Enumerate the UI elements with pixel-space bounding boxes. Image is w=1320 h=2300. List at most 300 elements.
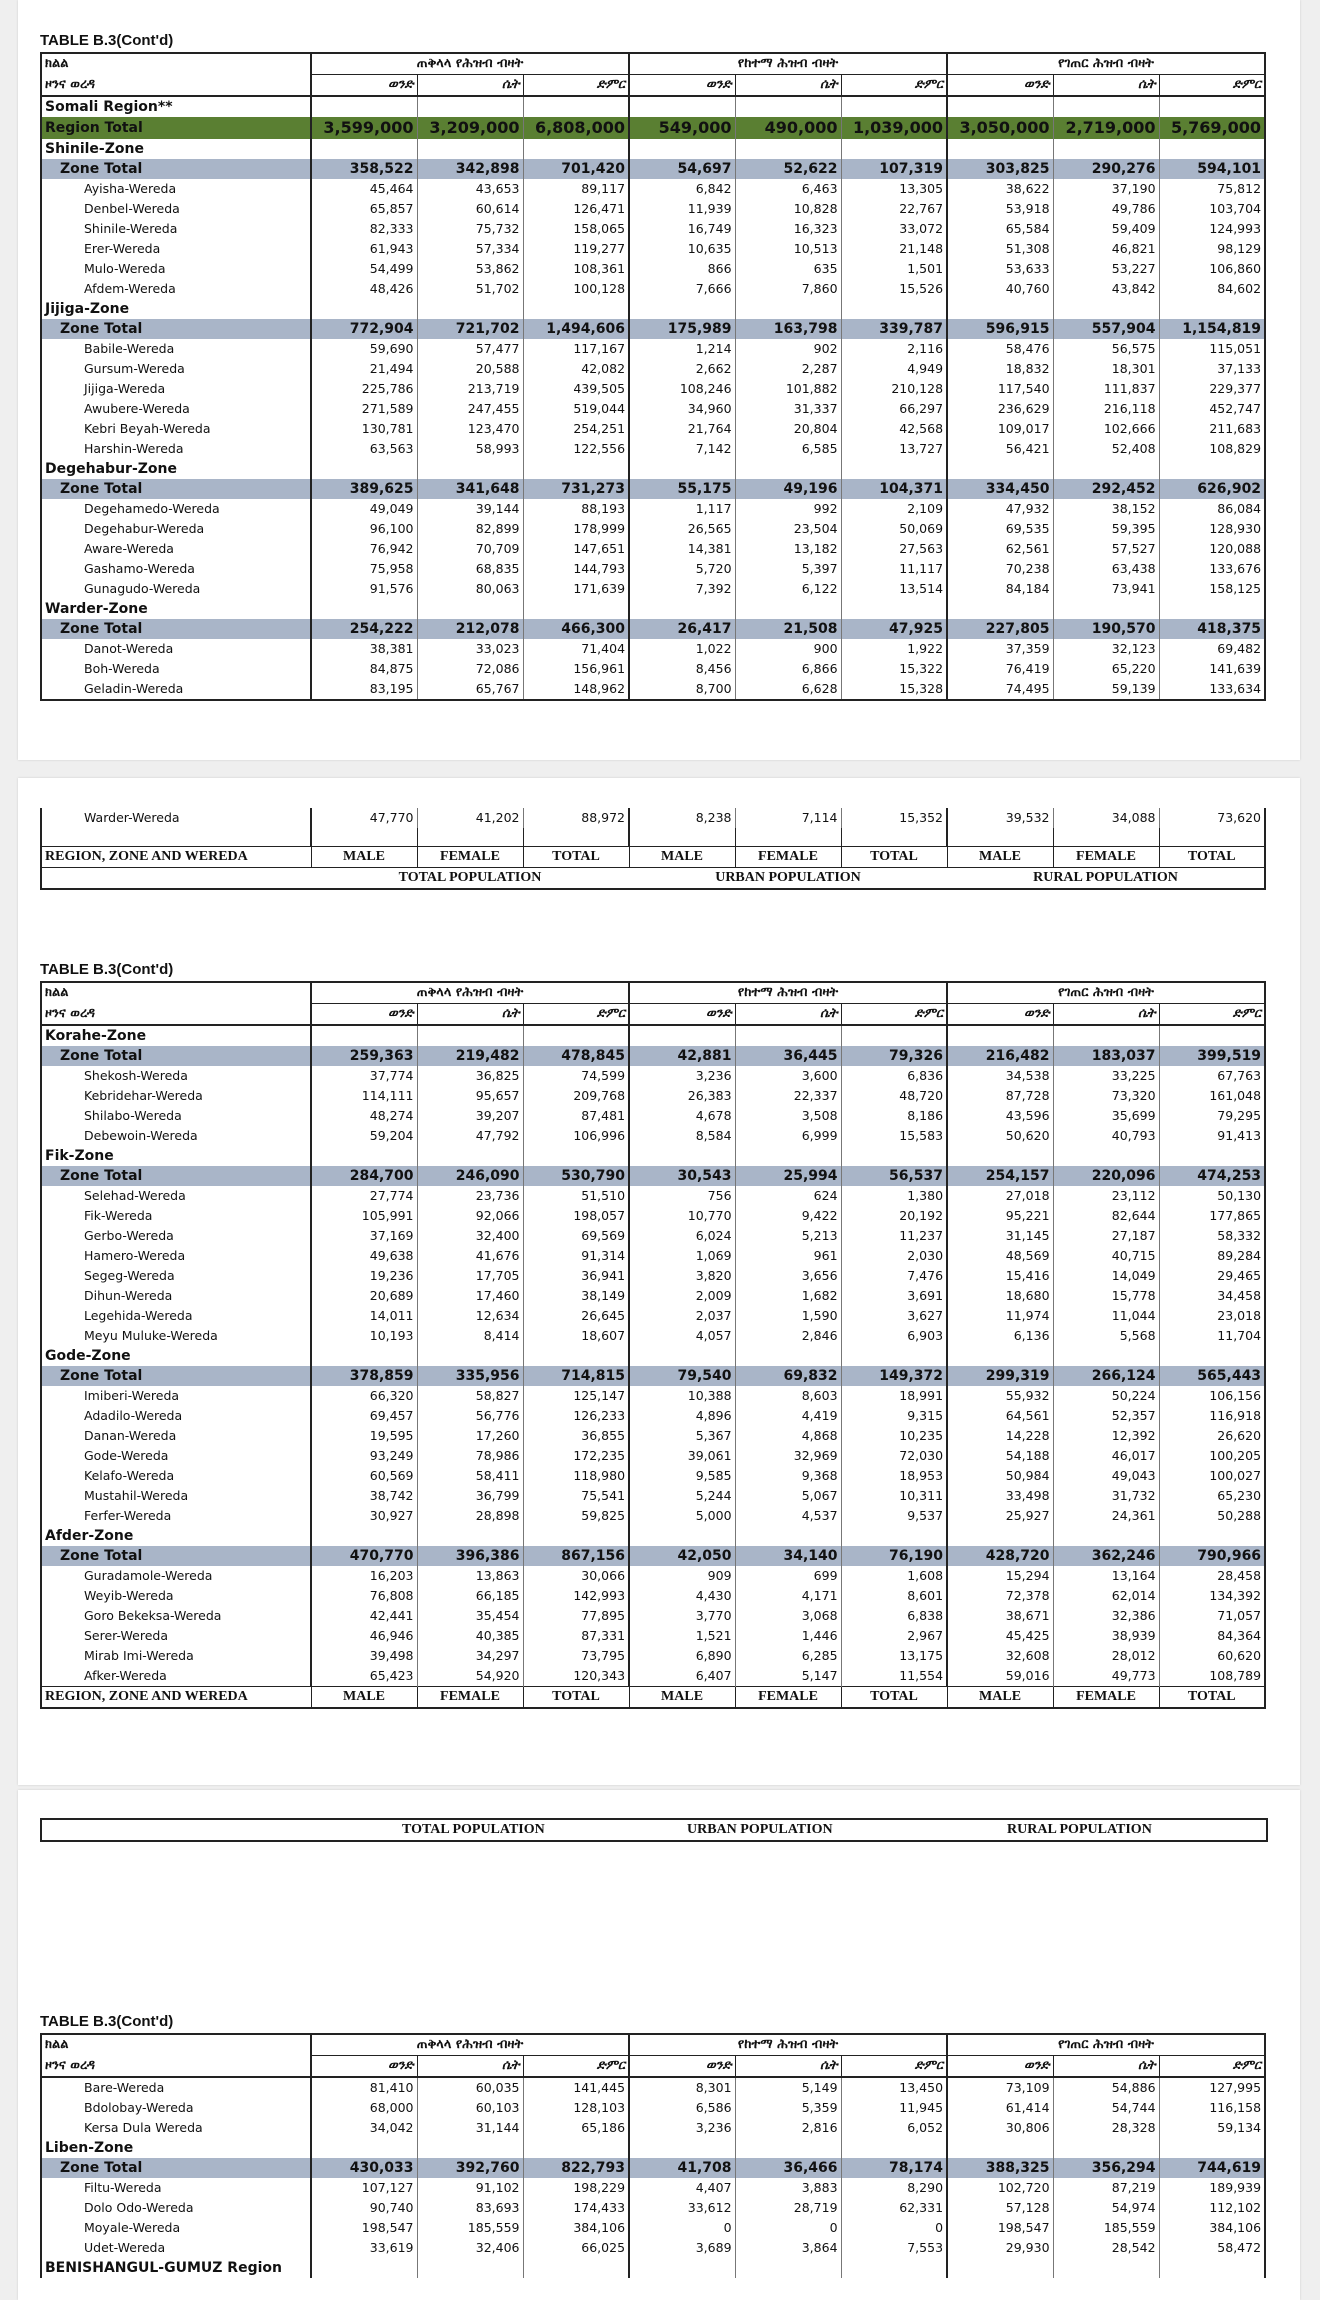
wereda-row-value: 34,538	[947, 1066, 1053, 1086]
wereda-row-value: 2,816	[735, 2118, 841, 2138]
header-zone-label: ዞንና ወረዳ	[41, 75, 311, 97]
wereda-row-value: 33,072	[841, 219, 947, 239]
wereda-row-value: 185,559	[417, 2218, 523, 2238]
wereda-row-value: 36,941	[523, 1266, 629, 1286]
footer-sub: TOTAL	[1159, 1687, 1265, 1709]
wereda-row-value: 216,118	[1053, 399, 1159, 419]
footer-sub: FEMALE	[417, 1687, 523, 1709]
empty-cell	[417, 1526, 523, 1546]
wereda-row-value: 61,943	[311, 239, 417, 259]
zone-name: Shinile-Zone	[41, 139, 311, 159]
empty-cell	[1159, 299, 1265, 319]
wereda-row-value: 6,999	[735, 1126, 841, 1146]
wereda-row-value: 177,865	[1159, 1206, 1265, 1226]
wereda-row-value: 48,274	[311, 1106, 417, 1126]
empty-cell	[735, 139, 841, 159]
wereda-row-value: 3,236	[629, 2118, 735, 2138]
wereda-row-value: 28,328	[1053, 2118, 1159, 2138]
wereda-row-value: 961	[735, 1246, 841, 1266]
header-sub: ሴት	[1053, 2056, 1159, 2078]
footer-label: REGION, ZONE AND WEREDA	[41, 1687, 311, 1709]
wereda-row-value: 57,334	[417, 239, 523, 259]
wereda-row-value: 992	[735, 499, 841, 519]
empty-cell	[841, 1146, 947, 1166]
wereda-row-value: 65,857	[311, 199, 417, 219]
empty-cell	[629, 2258, 735, 2278]
empty-cell	[841, 599, 947, 619]
region-total-row	[41, 117, 1265, 139]
wereda-row	[41, 1246, 1265, 1266]
wereda-row-value: 20,192	[841, 1206, 947, 1226]
wereda-row-label: Shekosh-Wereda	[41, 1066, 311, 1086]
header-group: የገጠር ሕዝብ ብዛት	[947, 982, 1265, 1004]
wereda-row-value: 54,920	[417, 1666, 523, 1687]
wereda-row-value: 900	[735, 639, 841, 659]
header-group: ጠቅላላ የሕዝብ ብዛት	[311, 2034, 629, 2056]
wereda-row-value: 229,377	[1159, 379, 1265, 399]
wereda-row-value: 75,812	[1159, 179, 1265, 199]
wereda-row-value: 117,540	[947, 379, 1053, 399]
wereda-row-value: 83,195	[311, 679, 417, 700]
zone-total-row-value: 290,276	[1053, 159, 1159, 179]
wereda-row-value: 73,620	[1159, 808, 1265, 828]
wereda-row-value: 8,186	[841, 1106, 947, 1126]
zone-total-row-label: Zone Total	[41, 1366, 311, 1386]
wereda-row-value: 866	[629, 259, 735, 279]
wereda-row-value: 19,595	[311, 1426, 417, 1446]
wereda-row-value: 75,541	[523, 1486, 629, 1506]
wereda-row	[41, 399, 1265, 419]
wereda-row-value: 6,052	[841, 2118, 947, 2138]
header-sub: ወንድ	[311, 75, 417, 97]
wereda-row-value: 127,995	[1159, 2077, 1265, 2098]
wereda-row-value: 117,167	[523, 339, 629, 359]
wereda-row	[41, 1266, 1265, 1286]
wereda-row-value: 5,147	[735, 1666, 841, 1687]
wereda-row-value: 56,776	[417, 1406, 523, 1426]
wereda-row-value: 23,504	[735, 519, 841, 539]
empty-cell	[311, 2258, 417, 2278]
wereda-row-value: 106,860	[1159, 259, 1265, 279]
empty-cell	[311, 299, 417, 319]
zone-total-row-value: 342,898	[417, 159, 523, 179]
wereda-row-value: 161,048	[1159, 1086, 1265, 1106]
empty-cell	[523, 2258, 629, 2278]
empty-cell	[947, 1346, 1053, 1366]
wereda-row	[41, 559, 1265, 579]
zone-total-row-value: 49,196	[735, 479, 841, 499]
wereda-row-value: 52,408	[1053, 439, 1159, 459]
zone-total-row-value: 594,101	[1159, 159, 1265, 179]
wereda-row-label: Shilabo-Wereda	[41, 1106, 311, 1126]
wereda-row-value: 68,835	[417, 559, 523, 579]
wereda-row-label: Harshin-Wereda	[41, 439, 311, 459]
wereda-row-value: 115,051	[1159, 339, 1265, 359]
wereda-row-value: 6,838	[841, 1606, 947, 1626]
wereda-row	[41, 1626, 1265, 1646]
zone-total-row-value: 41,708	[629, 2158, 735, 2178]
empty-cell	[841, 96, 947, 117]
empty-cell	[311, 1526, 417, 1546]
zone-total-row-value: 284,700	[311, 1166, 417, 1186]
wereda-row-value: 11,237	[841, 1226, 947, 1246]
wereda-row-value: 91,314	[523, 1246, 629, 1266]
wereda-row-value: 0	[841, 2218, 947, 2238]
wereda-row-value: 56,575	[1053, 339, 1159, 359]
empty-cell	[947, 1025, 1053, 1046]
wereda-row-value: 635	[735, 259, 841, 279]
region-total-row-value: 2,719,000	[1053, 117, 1159, 139]
wereda-row-value: 14,381	[629, 539, 735, 559]
zone-total-row-value: 428,720	[947, 1546, 1053, 1566]
wereda-row-value: 198,057	[523, 1206, 629, 1226]
zone-total-row	[41, 1366, 1265, 1386]
wereda-row-value: 25,927	[947, 1506, 1053, 1526]
footer-group: TOTAL POPULATION	[398, 870, 542, 885]
wereda-row-value: 88,972	[523, 808, 629, 828]
header-sub: ወንድ	[311, 1004, 417, 1026]
empty-cell	[1159, 828, 1265, 847]
wereda-row-value: 93,249	[311, 1446, 417, 1466]
wereda-row	[41, 659, 1265, 679]
header-group: የገጠር ሕዝብ ብዛት	[947, 2034, 1265, 2056]
footer-label: REGION, ZONE AND WEREDA	[41, 847, 311, 868]
empty-cell	[523, 139, 629, 159]
wereda-row-value: 51,702	[417, 279, 523, 299]
wereda-row-value: 3,691	[841, 1286, 947, 1306]
zone-total-row-value: 107,319	[841, 159, 947, 179]
empty-cell	[629, 1346, 735, 1366]
zone-total-row-value: 78,174	[841, 2158, 947, 2178]
wereda-row-value: 38,149	[523, 1286, 629, 1306]
wereda-row-value: 72,086	[417, 659, 523, 679]
wereda-row-value: 81,410	[311, 2077, 417, 2098]
wereda-row-value: 5,397	[735, 559, 841, 579]
wereda-row-value: 7,860	[735, 279, 841, 299]
zone-total-row-value: 47,925	[841, 619, 947, 639]
wereda-row-value: 102,666	[1053, 419, 1159, 439]
wereda-row-value: 114,111	[311, 1086, 417, 1106]
wereda-row-label: Bdolobay-Wereda	[41, 2098, 311, 2118]
wereda-row-value: 47,770	[311, 808, 417, 828]
zone-total-row-value: 772,904	[311, 319, 417, 339]
wereda-row-value: 123,470	[417, 419, 523, 439]
wereda-row-value: 128,103	[523, 2098, 629, 2118]
empty-cell	[1053, 459, 1159, 479]
region-total-row-value: 1,039,000	[841, 117, 947, 139]
wereda-row-value: 49,049	[311, 499, 417, 519]
wereda-row-value: 75,732	[417, 219, 523, 239]
wereda-row-value: 37,359	[947, 639, 1053, 659]
region-total-row-value: 3,209,000	[417, 117, 523, 139]
zone-total-row-value: 744,619	[1159, 2158, 1265, 2178]
wereda-row	[41, 419, 1265, 439]
header-row-1	[41, 982, 1265, 1004]
wereda-row-value: 1,022	[629, 639, 735, 659]
wereda-row-label: Guradamole-Wereda	[41, 1566, 311, 1586]
wereda-row-value: 6,628	[735, 679, 841, 700]
wereda-row	[41, 679, 1265, 700]
zone-name: BENISHANGUL-GUMUZ Region	[41, 2258, 311, 2278]
zone-total-row-value: 790,966	[1159, 1546, 1265, 1566]
wereda-row-value: 38,152	[1053, 499, 1159, 519]
zone-total-row-label: Zone Total	[41, 159, 311, 179]
wereda-row-value: 53,633	[947, 259, 1053, 279]
wereda-row-value: 29,930	[947, 2238, 1053, 2258]
wereda-row-value: 28,012	[1053, 1646, 1159, 1666]
wereda-row-value: 133,634	[1159, 679, 1265, 700]
zone-heading	[41, 2138, 1265, 2158]
wereda-row-value: 73,795	[523, 1646, 629, 1666]
wereda-row-value: 69,457	[311, 1406, 417, 1426]
footer-sub: MALE	[311, 847, 417, 868]
header-sub: ሴት	[1053, 1004, 1159, 1026]
header-sub: ድምር	[1159, 75, 1265, 97]
wereda-row-value: 1,214	[629, 339, 735, 359]
wereda-row-value: 22,337	[735, 1086, 841, 1106]
wereda-row-value: 36,825	[417, 1066, 523, 1086]
footer-sub: MALE	[629, 847, 735, 868]
footer-sub: TOTAL	[841, 847, 947, 868]
wereda-row-value: 148,962	[523, 679, 629, 700]
wereda-row-value: 174,433	[523, 2198, 629, 2218]
wereda-row-label: Gode-Wereda	[41, 1446, 311, 1466]
wereda-row-value: 9,368	[735, 1466, 841, 1486]
footer-sub: TOTAL	[1159, 847, 1265, 868]
wereda-row-value: 3,864	[735, 2238, 841, 2258]
zone-total-row-value: 299,319	[947, 1366, 1053, 1386]
zone-total-row	[41, 479, 1265, 499]
wereda-row-value: 0	[629, 2218, 735, 2238]
zone-total-row-value: 565,443	[1159, 1366, 1265, 1386]
wereda-row-label: Degehamedo-Wereda	[41, 499, 311, 519]
wereda-row-value: 11,945	[841, 2098, 947, 2118]
wereda-row-value: 15,352	[841, 808, 947, 828]
zone-total-row-value: 714,815	[523, 1366, 629, 1386]
zone-total-row-value: 149,372	[841, 1366, 947, 1386]
wereda-row-value: 3,820	[629, 1266, 735, 1286]
empty-cell	[417, 299, 523, 319]
zone-total-row-value: 731,273	[523, 479, 629, 499]
wereda-row-value: 58,472	[1159, 2238, 1265, 2258]
wereda-row-value: 624	[735, 1186, 841, 1206]
wereda-row-value: 59,204	[311, 1126, 417, 1146]
wereda-row-value: 211,683	[1159, 419, 1265, 439]
empty-cell	[841, 299, 947, 319]
empty-cell	[1159, 1526, 1265, 1546]
wereda-row-value: 65,584	[947, 219, 1053, 239]
wereda-row-value: 10,235	[841, 1426, 947, 1446]
wereda-row-value: 38,939	[1053, 1626, 1159, 1646]
zone-total-row-value: 183,037	[1053, 1046, 1159, 1066]
wereda-row-value: 7,666	[629, 279, 735, 299]
wereda-row-value: 6,285	[735, 1646, 841, 1666]
wereda-row-value: 53,862	[417, 259, 523, 279]
zone-total-row-value: 259,363	[311, 1046, 417, 1066]
wereda-row-value: 13,164	[1053, 1566, 1159, 1586]
wereda-row	[41, 1326, 1265, 1346]
zone-heading	[41, 1025, 1265, 1046]
wereda-row-value: 59,690	[311, 339, 417, 359]
wereda-row-value: 13,305	[841, 179, 947, 199]
zone-total-row-value: 292,452	[1053, 479, 1159, 499]
wereda-row-value: 156,961	[523, 659, 629, 679]
empty-cell	[1159, 1025, 1265, 1046]
zone-total-row-value: 399,519	[1159, 1046, 1265, 1066]
wereda-row-value: 50,069	[841, 519, 947, 539]
wereda-row-value: 66,185	[417, 1586, 523, 1606]
wereda-row-value: 1,501	[841, 259, 947, 279]
empty-cell	[629, 828, 735, 847]
wereda-row-value: 9,315	[841, 1406, 947, 1426]
wereda-row-value: 49,773	[1053, 1666, 1159, 1687]
wereda-row	[41, 2118, 1265, 2138]
header-sub: ሴት	[417, 75, 523, 97]
wereda-row-value: 71,057	[1159, 1606, 1265, 1626]
empty-cell	[947, 599, 1053, 619]
empty-cell	[523, 299, 629, 319]
wereda-row-value: 80,063	[417, 579, 523, 599]
wereda-row-value: 47,932	[947, 499, 1053, 519]
wereda-row-value: 7,476	[841, 1266, 947, 1286]
wereda-row	[41, 1446, 1265, 1466]
wereda-row-value: 119,277	[523, 239, 629, 259]
zone-total-row-value: 341,648	[417, 479, 523, 499]
wereda-row-value: 21,148	[841, 239, 947, 259]
wereda-row-value: 22,767	[841, 199, 947, 219]
empty-cell	[1159, 139, 1265, 159]
wereda-row-value: 42,441	[311, 1606, 417, 1626]
wereda-row-value: 9,585	[629, 1466, 735, 1486]
empty-cell	[1159, 2138, 1265, 2158]
wereda-row-value: 58,827	[417, 1386, 523, 1406]
wereda-row-value: 38,742	[311, 1486, 417, 1506]
wereda-row-value: 89,284	[1159, 1246, 1265, 1266]
footer-sub: TOTAL	[523, 847, 629, 868]
wereda-row-value: 126,233	[523, 1406, 629, 1426]
wereda-row-value: 4,868	[735, 1426, 841, 1446]
wereda-row-value: 50,130	[1159, 1186, 1265, 1206]
zone-total-row-value: 54,697	[629, 159, 735, 179]
header-sub: ወንድ	[629, 2056, 735, 2078]
wereda-row-value: 32,969	[735, 1446, 841, 1466]
wereda-row-value: 6,842	[629, 179, 735, 199]
region-total-row-value: 6,808,000	[523, 117, 629, 139]
footer-sub: FEMALE	[417, 847, 523, 868]
wereda-row-value: 98,129	[1159, 239, 1265, 259]
wereda-row-label: Kersa Dula Wereda	[41, 2118, 311, 2138]
empty-cell	[523, 1346, 629, 1366]
wereda-row-value: 39,498	[311, 1646, 417, 1666]
wereda-row-value: 178,999	[523, 519, 629, 539]
wereda-row-value: 31,732	[1053, 1486, 1159, 1506]
footer-sub: FEMALE	[1053, 1687, 1159, 1709]
wereda-row-value: 11,117	[841, 559, 947, 579]
zone-total-row-value: 392,760	[417, 2158, 523, 2178]
zone-total-row-value: 52,622	[735, 159, 841, 179]
empty-cell	[311, 459, 417, 479]
wereda-row-value: 48,426	[311, 279, 417, 299]
header-row-2	[41, 2056, 1265, 2078]
wereda-row	[41, 1306, 1265, 1326]
wereda-row-value: 33,619	[311, 2238, 417, 2258]
wereda-row-value: 48,569	[947, 1246, 1053, 1266]
wereda-row-value: 198,229	[523, 2178, 629, 2198]
region-total-row-value: 3,050,000	[947, 117, 1053, 139]
wereda-row-value: 103,704	[1159, 199, 1265, 219]
zone-total-row	[41, 159, 1265, 179]
wereda-row-value: 11,044	[1053, 1306, 1159, 1326]
wereda-row-value: 32,123	[1053, 639, 1159, 659]
wereda-row	[41, 1606, 1265, 1626]
wereda-row-value: 46,946	[311, 1626, 417, 1646]
wereda-row-value: 32,608	[947, 1646, 1053, 1666]
wereda-row-label: Mulo-Wereda	[41, 259, 311, 279]
wereda-row-value: 3,068	[735, 1606, 841, 1626]
header-sub: ወንድ	[629, 75, 735, 97]
region-total-row-value: 549,000	[629, 117, 735, 139]
wereda-row-value: 6,903	[841, 1326, 947, 1346]
zone-total-row-value: 227,805	[947, 619, 1053, 639]
region-heading	[41, 96, 1265, 117]
wereda-row-value: 73,320	[1053, 1086, 1159, 1106]
header-row-1	[41, 53, 1265, 75]
wereda-row-label: Goro Bekeksa-Wereda	[41, 1606, 311, 1626]
wereda-row-value: 37,133	[1159, 359, 1265, 379]
empty-cell	[841, 1526, 947, 1546]
wereda-row-value: 83,693	[417, 2198, 523, 2218]
zone-total-row-value: 76,190	[841, 1546, 947, 1566]
empty-cell	[41, 828, 311, 847]
zone-total-row-value: 362,246	[1053, 1546, 1159, 1566]
wereda-row-value: 5,067	[735, 1486, 841, 1506]
wereda-row-value: 42,568	[841, 419, 947, 439]
wereda-row-value: 28,898	[417, 1506, 523, 1526]
region-total-row-value: 490,000	[735, 117, 841, 139]
empty-cell	[947, 96, 1053, 117]
wereda-row-value: 66,320	[311, 1386, 417, 1406]
wereda-row-value: 74,495	[947, 679, 1053, 700]
zone-total-row	[41, 1546, 1265, 1566]
wereda-row-value: 40,793	[1053, 1126, 1159, 1146]
empty-cell	[417, 2258, 523, 2278]
wereda-row-value: 37,774	[311, 1066, 417, 1086]
zone-total-row-value: 216,482	[947, 1046, 1053, 1066]
wereda-row-value: 60,614	[417, 199, 523, 219]
zone-heading	[41, 1526, 1265, 1546]
zone-total-row	[41, 1166, 1265, 1186]
wereda-row-value: 210,128	[841, 379, 947, 399]
wereda-row-value: 50,620	[947, 1126, 1053, 1146]
zone-total-row-value: 1,494,606	[523, 319, 629, 339]
wereda-row-value: 5,568	[1053, 1326, 1159, 1346]
empty-cell	[523, 1146, 629, 1166]
wereda-row-value: 62,561	[947, 539, 1053, 559]
empty-cell	[841, 828, 947, 847]
header-sub: ድምር	[523, 1004, 629, 1026]
empty-cell	[735, 828, 841, 847]
zone-name: Jijiga-Zone	[41, 299, 311, 319]
footer-sub: FEMALE	[735, 847, 841, 868]
population-table-page-2	[40, 808, 1266, 890]
header-sub: ወንድ	[311, 2056, 417, 2078]
zone-total-row-value: 254,157	[947, 1166, 1053, 1186]
wereda-row-value: 65,230	[1159, 1486, 1265, 1506]
wereda-row-value: 10,828	[735, 199, 841, 219]
wereda-row-value: 58,411	[417, 1466, 523, 1486]
empty-cell	[417, 96, 523, 117]
header-sub: ድምር	[523, 2056, 629, 2078]
